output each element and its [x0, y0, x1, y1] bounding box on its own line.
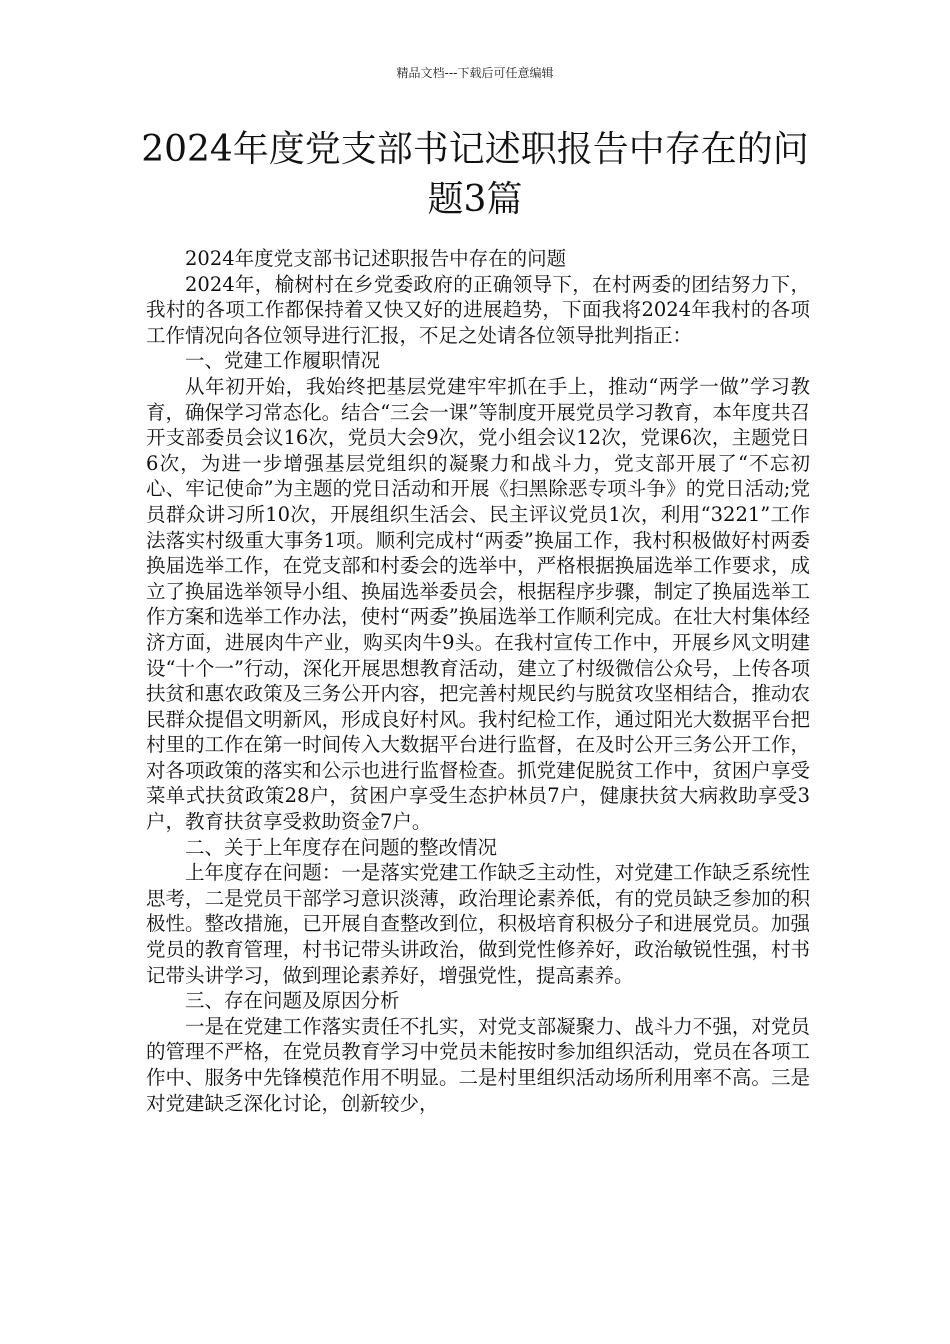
section-heading-1: 一、党建工作履职情况 [185, 349, 381, 373]
section-heading-2: 二、关于上年度存在问题的整改情况 [185, 835, 498, 859]
section-2-paragraph: 上年度存在问题：一是落实党建工作缺乏主动性，对党建工作缺乏系统性思考，二是党员干部学习意识淡薄，政治理论素养低，有的党员缺乏参加的积极性。整改措施，已开展自查整改到位，积极培育积极分子和进展党员。加强党员的教育管理，村书记带头讲政治，做到党性修养好，政治敏锐性强，村书记带头讲学习，做到理论素养好，增强党性，提高素养。 [146, 861, 810, 987]
intro-paragraph: 2024年，榆树村在乡党委政府的正确领导下，在村两委的团结努力下，我村的各项工作都保持着又快又好的进展趋势，下面我将2024年我村的各项工作情况向各位领导进行汇报，不足之处请各位领导批判指正： [146, 272, 810, 347]
section-heading-3: 三、存在问题及原因分析 [185, 989, 400, 1013]
section-1-paragraph: 从年初开始，我始终把基层党建牢牢抓在手上，推动“两学一做”学习教育，确保学习常态化。结合“三会一课”等制度开展党员学习教育，本年度共召开支部委员会议16次，党员大会9次，党小组会议12次，党课6次，主题党日6次，为进一步增强基层党组织的凝聚力和战斗力，党支部开展了“不忘初心、牢记使命”为主题的党日活动和开展《扫黑除恶专项斗争》的党日活动;党员群众讲习所10次，开展组织生活会、民主评议党员1次，利用“3221”工作法落实村级重大事务1项。顺利完成村“两委”换届工作，我村积极做好村两委换届选举工作，在党支部和村委会的选举中，严格根据换届选举工作要求，成立了换届选举领导小组、换届选举委员会，根据程序步骤，制定了换届选举工作方案和选举工作办法，使村“两委”换届选举工作顺利完成。在壮大村集体经济方面，进展肉牛产业，购买肉牛9头。在我村宣传工作中，开展乡风文明建设“十个一”行动，深化开展思想教育活动，建立了村级微信公众号，上传各项扶贫和惠农政策及三务公开内容，把完善村规民约与脱贫攻坚相结合，推动农民群众提倡文明新风，形成良好村风。我村纪检工作，通过阳光大数据平台把村里的工作在第一时间传入大数据平台进行监督，在及时公开三务公开工作，对各项政策的落实和公示也进行监督检查。抓党建促脱贫工作中，贫困户享受菜单式扶贫政策28户，贫困户享受生态护林员7户，健康扶贫大病救助享受3户，教育扶贫享受救助资金7户。 [146, 374, 810, 834]
section-3-paragraph: 一是在党建工作落实责任不扎实，对党支部凝聚力、战斗力不强，对党员的管理不严格，在党员教育学习中党员未能按时参加组织活动，党员在各项工作中、服务中先锋模范作用不明显。二是村里组织活动场所利用率不高。三是对党建缺乏深化讨论，创新较少， [146, 1014, 810, 1115]
document-body [146, 246, 810, 1116]
document-title: 2024年度党支部书记述职报告中存在的问题3篇 [141, 129, 809, 220]
header-note: 精品文档---下载后可任意编辑 [396, 66, 554, 80]
subtitle-paragraph: 2024年度党支部书记述职报告中存在的问题 [185, 247, 567, 270]
